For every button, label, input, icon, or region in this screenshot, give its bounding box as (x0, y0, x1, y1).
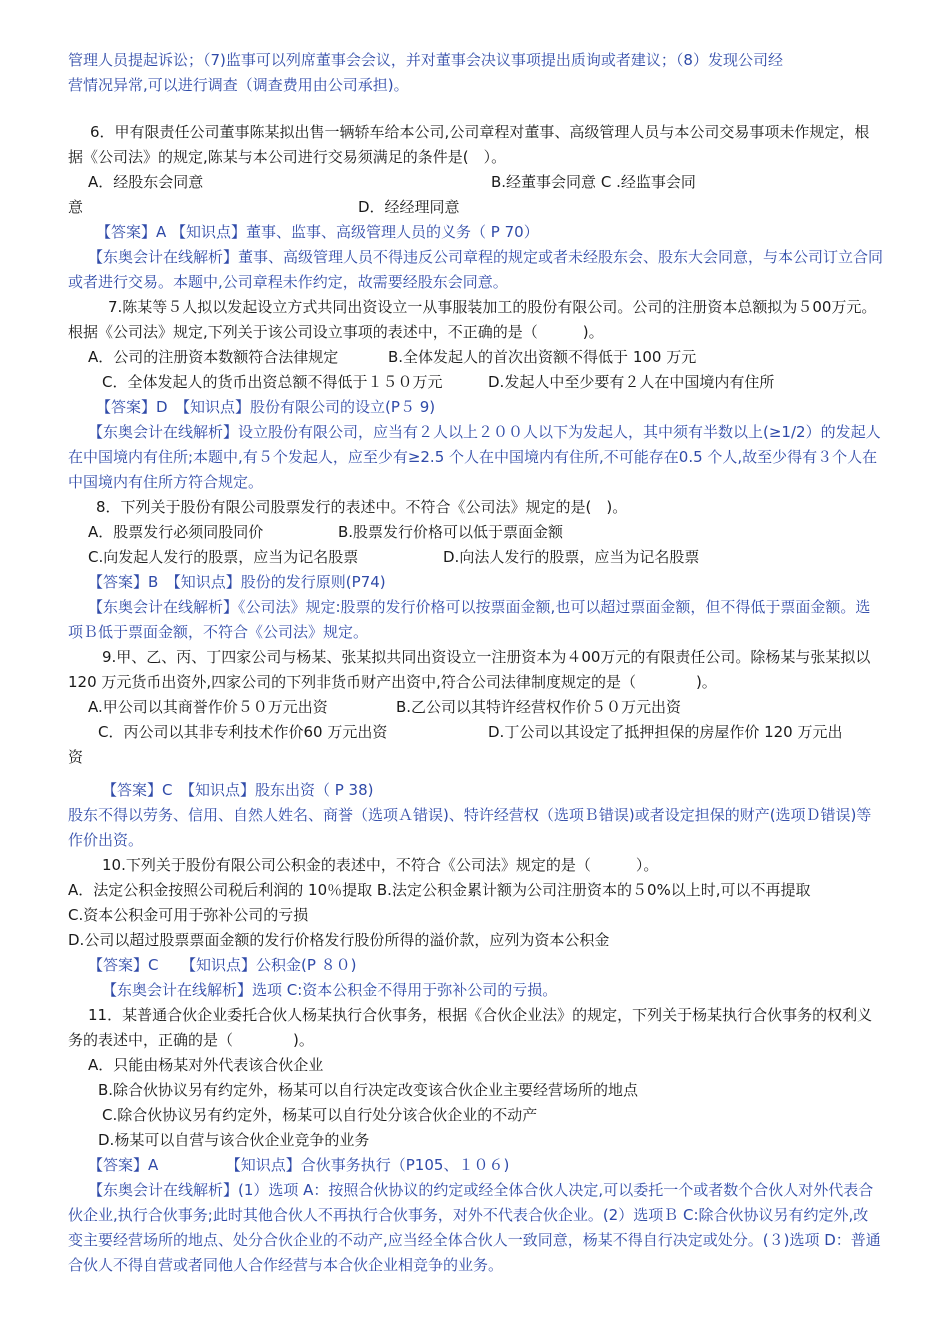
q8-option-a: A．股票发行必须同股同价 (88, 523, 264, 541)
q9-option-d: D.丁公司以其设定了抵押担保的房屋作价 120 万元出 (488, 723, 843, 741)
q9-options-row1 (68, 695, 883, 720)
q9-option-d-cont: 资 (68, 748, 84, 766)
q10-option-c: C.资本公积金可用于弥补公司的亏损 (68, 906, 309, 924)
q8-options-row1 (68, 520, 883, 545)
q7-options-row2 (68, 370, 883, 395)
document-page (68, 48, 883, 1278)
q11-option-c: C.除合伙协议另有约定外，杨某可以自行处分该合伙企业的不动产 (102, 1106, 538, 1124)
q7-option-c: C．全体发起人的货币出资总额不得低于１５０万元 (102, 373, 443, 391)
q10-option-ab: A．法定公积金按照公司税后利润的 10％提取 B.法定公积金累计额为公司注册资本的５0%以上时,可以不再提取 (68, 881, 811, 899)
q9-option-c: C．丙公司以其非专利技术作价60 万元出资 (98, 723, 388, 741)
q7-options-row1 (68, 345, 883, 370)
q7-option-a: A．公司的注册资本数额符合法律规定 (88, 348, 339, 366)
q11-option-d: D.杨某可以自营与该合伙企业竞争的业务 (98, 1131, 370, 1149)
q8-answer: 【答案】B 【知识点】股份的发行原则(P74) (88, 573, 386, 591)
q6-options-row2 (68, 195, 883, 220)
q9-stem: 9.甲、乙、丙、丁四家公司与杨某、张某拟共同出资设立一注册资本为４00万元的有限责任公司。除杨某与张某拟以 120 万元货币出资外,四家公司的下列非货币财产出资中,符合公司法律制度规定的是（ )。 (68, 648, 871, 691)
q6-analysis: 【东奥会计在线解析】董事、高级管理人员不得违反公司章程的规定或者未经股东会、股东大会同意，与本公司订立合同或者进行交易。本题中,公司章程未作约定，故需要经股东会同意。 (68, 248, 884, 291)
q11-option-a: A．只能由杨某对外代表该合伙企业 (88, 1056, 324, 1074)
q6-options-row1 (68, 170, 883, 195)
prev-analysis-line1: 管理人员提起诉讼；（7)监事可以列席董事会会议，并对董事会决议事项提出质询或者建议；（8）发现公司经 (68, 51, 783, 69)
q7-analysis: 【东奥会计在线解析】设立股份有限公司，应当有２人以上２００人以下为发起人，其中须有半数以上(≥1/2）的发起人在中国境内有住所;本题中,有５个发起人，应至少有≥2.5 个人在中国境内有住所,不可能存在0.5 个人,故至少得有３个人在中国境内有住所方符合规定。 (68, 423, 881, 491)
q8-stem: 8．下列关于股份有限公司股票发行的表述中。不符合《公司法》规定的是( )。 (96, 498, 628, 516)
q8-analysis: 【东奥会计在线解析】《公司法》规定:股票的发行价格可以按票面金额,也可以超过票面金额，但不得低于票面金额。选项Ｂ低于票面金额，不符合《公司法》规定。 (68, 598, 871, 641)
q6-stem: 6．甲有限责任公司董事陈某拟出售一辆轿车给本公司,公司章程对董事、高级管理人员与本公司交易事项未作规定，根据《公司法》的规定,陈某与本公司进行交易须满足的条件是( ）。 (68, 123, 870, 166)
q9-answer: 【答案】C 【知识点】股东出资（ P 38) (102, 781, 374, 799)
q9-options-row2 (68, 720, 883, 745)
q8-option-b: B.股票发行价格可以低于票面金额 (338, 523, 564, 541)
q9-option-b: B.乙公司以其特许经营权作价５０万元出资 (396, 698, 682, 716)
q7-option-b: B.全体发起人的首次出资额不得低于 100 万元 (388, 348, 697, 366)
q7-answer: 【答案】D 【知识点】股份有限公司的设立(P５ 9) (96, 398, 436, 416)
q9-option-a: A.甲公司以其商誉作价５０万元出资 (88, 698, 328, 716)
q11-answer: 【答案】A 【知识点】合伙事务执行（P105、１０６) (88, 1156, 510, 1174)
q11-option-b: B.除合伙协议另有约定外，杨某可以自行决定改变该合伙企业主要经营场所的地点 (98, 1081, 639, 1099)
q7-option-d: D.发起人中至少要有２人在中国境内有住所 (488, 373, 775, 391)
q10-stem: 10.下列关于股份有限公司公积金的表述中，不符合《公司法》规定的是（ ）。 (102, 856, 659, 874)
q8-option-d: D.向法人发行的股票，应当为记名股票 (443, 548, 700, 566)
q11-stem: 11．某普通合伙企业委托合伙人杨某执行合伙事务，根据《合伙企业法》的规定，下列关于杨某执行合伙事务的权利义务的表述中，正确的是（ )。 (68, 1006, 873, 1049)
q10-option-d: D.公司以超过股票票面金额的发行价格发行股份所得的溢价款，应列为资本公积金 (68, 931, 610, 949)
q10-answer: 【答案】C 【知识点】公积金(P ８０) (88, 956, 357, 974)
q7-stem: 7.陈某等５人拟以发起设立方式共同出资设立一从事服装加工的股份有限公司。公司的注册资本总额拟为５00万元。根据《公司法》规定,下列关于该公司设立事项的表述中，不正确的是（ )。 (68, 298, 877, 341)
q6-answer: 【答案】A 【知识点】董事、监事、高级管理人员的义务（ P 70） (96, 223, 539, 241)
prev-analysis-line2: 营情况异常,可以进行调查（调查费用由公司承担)。 (68, 76, 409, 94)
q11-analysis: 【东奥会计在线解析】(1）选项 A：按照合伙协议的约定或经全体合伙人决定,可以委托一个或者数个合伙人对外代表合伙企业,执行合伙事务;此时其他合伙人不再执行合伙事务，对外不代表合伙企业。(2）选项Ｂ C:除合伙协议另有约定外,改变主要经营场所的地点、处分合伙企业的不动产,应当经全体合伙人一致同意，杨某不得自行决定或处分。(３)选项 D：普通合伙人不得自营或者同他人合作经营与本合伙企业相竞争的业务。 (68, 1181, 881, 1274)
q6-option-bc: B.经董事会同意 C .经监事会同 (491, 173, 696, 191)
q10-analysis: 【东奥会计在线解析】选项 C:资本公积金不得用于弥补公司的亏损。 (102, 981, 558, 999)
q6-option-d: D．经经理同意 (358, 198, 460, 216)
q9-analysis: 股东不得以劳务、信用、自然人姓名、商誉（选项Ａ错误)、特许经营权（选项Ｂ错误)或者设定担保的财产(选项Ｄ错误)等作价出资。 (68, 806, 872, 849)
q6-option-c-cont: 意 (68, 198, 84, 216)
q8-options-row2 (68, 545, 883, 570)
q6-option-a: A．经股东会同意 (88, 173, 204, 191)
q8-option-c: C.向发起人发行的股票，应当为记名股票 (88, 548, 359, 566)
